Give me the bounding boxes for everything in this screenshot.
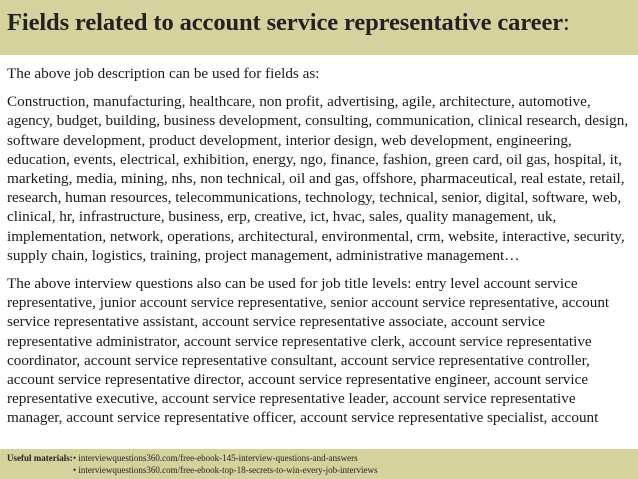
footer-link-1[interactable]: • interviewquestions360.com/free-ebook-145-interview-questions-and-answers xyxy=(73,453,358,463)
footer-label: Useful materials: xyxy=(7,453,73,463)
page-title xyxy=(7,9,570,36)
footer-link-2[interactable]: • interviewquestions360.com/free-ebook-top-18-secrets-to-win-every-job-interviews xyxy=(73,465,378,475)
levels-paragraph: The above interview questions also can be used for job title levels: entry level account service representative, junior account service representative, senior account service representative, account service representative assistant, account service representative associate, account service representative administrator, account service representative clerk, account service representative coordinator, account service representative consultant, account service representative controller, account service representative director, account service representative engineer, account service representative executive, account service representative leader, account service representative manager, account service representative officer, account service representative specialist, account xyxy=(7,275,610,427)
intro-paragraph: The above job description can be used for fields as: xyxy=(7,65,320,82)
title-bar xyxy=(0,0,638,55)
page-title-colon: : xyxy=(563,9,570,36)
footer-bar xyxy=(0,449,638,479)
footer-row-1 xyxy=(7,452,638,464)
page-title-text: Fields related to account service representative career xyxy=(7,9,563,36)
fields-paragraph: Construction, manufacturing, healthcare, non profit, advertising, agile, architecture, automotive, agency, budget, building, business development, consulting, communication, clinical research, design, software development, product development, interior design, web development, engineering, education, events, electrical, exhibition, energy, ngo, finance, fashion, green card, oil gas, hospital, it, marketing, media, mining, nhs, non technical, oil and gas, offshore, pharmaceutical, real estate, retail, research, human resources, telecommunications, technology, technical, senior, digital, software, web, clinical, hr, infrastructure, business, erp, creative, ict, hvac, sales, quality management, uk, implementation, network, operations, architectural, environmental, crm, website, interactive, security, supply chain, logistics, training, project management, administrative management… xyxy=(7,93,629,264)
footer-row-2 xyxy=(7,464,638,476)
content-area xyxy=(7,64,633,445)
footer-indent xyxy=(7,464,73,476)
